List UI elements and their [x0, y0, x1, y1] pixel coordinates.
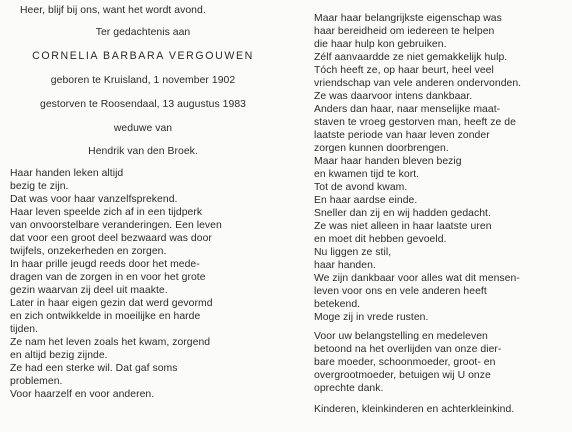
text-line: Zélf aanvaardde ze niet gemakkelijk hulp. — [314, 52, 508, 63]
text-line: en kwamen tijd te kort. — [314, 169, 420, 180]
text-line: In haar prille jeugd reeds door het mede- — [10, 259, 200, 270]
text-line: bezig te zijn. — [10, 181, 69, 192]
text-line: En haar aardse einde. — [314, 195, 418, 206]
family-signature: Kinderen, kleinkinderen en achterkleinkind. — [314, 404, 515, 415]
deceased-name: CORNELIA BARBARA VERGOUWEN — [32, 50, 254, 62]
text-line: We zijn dankbaar voor alles wat dit mensen- — [314, 273, 520, 284]
text-line: die haar hulp kon gebruiken. — [314, 39, 447, 50]
text-line: Nu liggen ze stil, — [314, 247, 392, 258]
text-line: Ze had een sterke wil. Dat gaf soms — [10, 363, 178, 374]
text-line: en zich ontwikkelde in moeilijke en harde — [10, 311, 201, 322]
text-line: vriendschap van vele anderen ondervonden. — [314, 78, 522, 89]
text-line: laatste periode van haar leven zonder — [314, 130, 490, 141]
text-line: Haar handen leken altijd — [10, 168, 124, 179]
widow-of-line: weduwe van — [113, 123, 173, 134]
thanks-line: Voor uw belangstelling en medeleven — [314, 331, 488, 342]
text-line: Maar haar handen bleven bezig — [314, 156, 462, 167]
text-line: Moge zij in vrede rusten. — [314, 312, 429, 323]
text-line: Tóch heeft ze, op haar beurt, heel veel — [314, 65, 494, 76]
text-line: Ze was niet alleen in haar laatste uren — [314, 221, 492, 232]
text-line: en moet dit hebben gevoeld. — [314, 234, 447, 245]
thanks-line: overgrootmoeder, betuigen wij U onze — [314, 370, 491, 381]
text-line: dat voor een groot deel bezwaard was door — [10, 233, 212, 244]
text-line: haar bereidheid om iedereen te helpen — [314, 26, 495, 37]
text-line: tijden. — [10, 324, 39, 335]
text-line: Voor haarzelf en voor anderen. — [10, 389, 155, 400]
text-line: Ze was daarvoor intens dankbaar. — [314, 91, 473, 102]
thanks-line: oprechte dank. — [314, 383, 384, 394]
text-line: Haar leven speelde zich af in een tijdperk — [10, 207, 203, 218]
text-line: en altijd bezig zijnde. — [10, 350, 108, 361]
text-line: Maar haar belangrijkste eigenschap was — [314, 13, 502, 24]
thanks-line: bare moeder, schoonmoeder, groot- en — [314, 357, 496, 368]
text-line: zorgen kunnen doorbrengen. — [314, 143, 449, 154]
text-line: Later in haar eigen gezin dat werd gevormd — [10, 298, 213, 309]
death-line: gestorven te Roosendaal, 13 augustus 1983 — [40, 99, 246, 110]
husband-name: Hendrik van den Broek. — [88, 146, 198, 157]
text-line: van onvoorstelbare veranderingen. Een leven — [10, 220, 222, 231]
in-memory-line: Ter gedachtenis aan — [95, 27, 191, 38]
thanks-line: betoond na het overlijden van onze dier- — [314, 344, 502, 355]
text-line: Anders dan haar, naar menselijke maat- — [314, 104, 501, 115]
text-line: dragen van de zorgen in en voor het grote — [10, 272, 206, 283]
text-line: haar handen. — [314, 260, 376, 271]
opening-verse: Heer, blijf bij ons, want het wordt avond. — [20, 5, 206, 16]
text-line: staven te vroeg gestorven man, heeft ze de — [314, 117, 516, 128]
text-line: Ze nam het leven zoals het kwam, zorgend — [10, 337, 211, 348]
text-line: Tot de avond kwam. — [314, 182, 408, 193]
text-line: leven voor ons en vele anderen heeft — [314, 286, 487, 297]
text-line: betekend. — [314, 299, 361, 310]
text-line: Dat was voor haar vanzelfsprekend. — [10, 194, 178, 205]
birth-line: geboren te Kruisland, 1 november 1902 — [50, 75, 236, 86]
text-line: problemen. — [10, 376, 63, 387]
text-line: Sneller dan zij en wij hadden gedacht. — [314, 208, 491, 219]
text-line: twijfels, onzekerheden en zorgen. — [10, 246, 167, 257]
text-line: gezin waarvan zij deel uit maakte. — [10, 285, 168, 296]
